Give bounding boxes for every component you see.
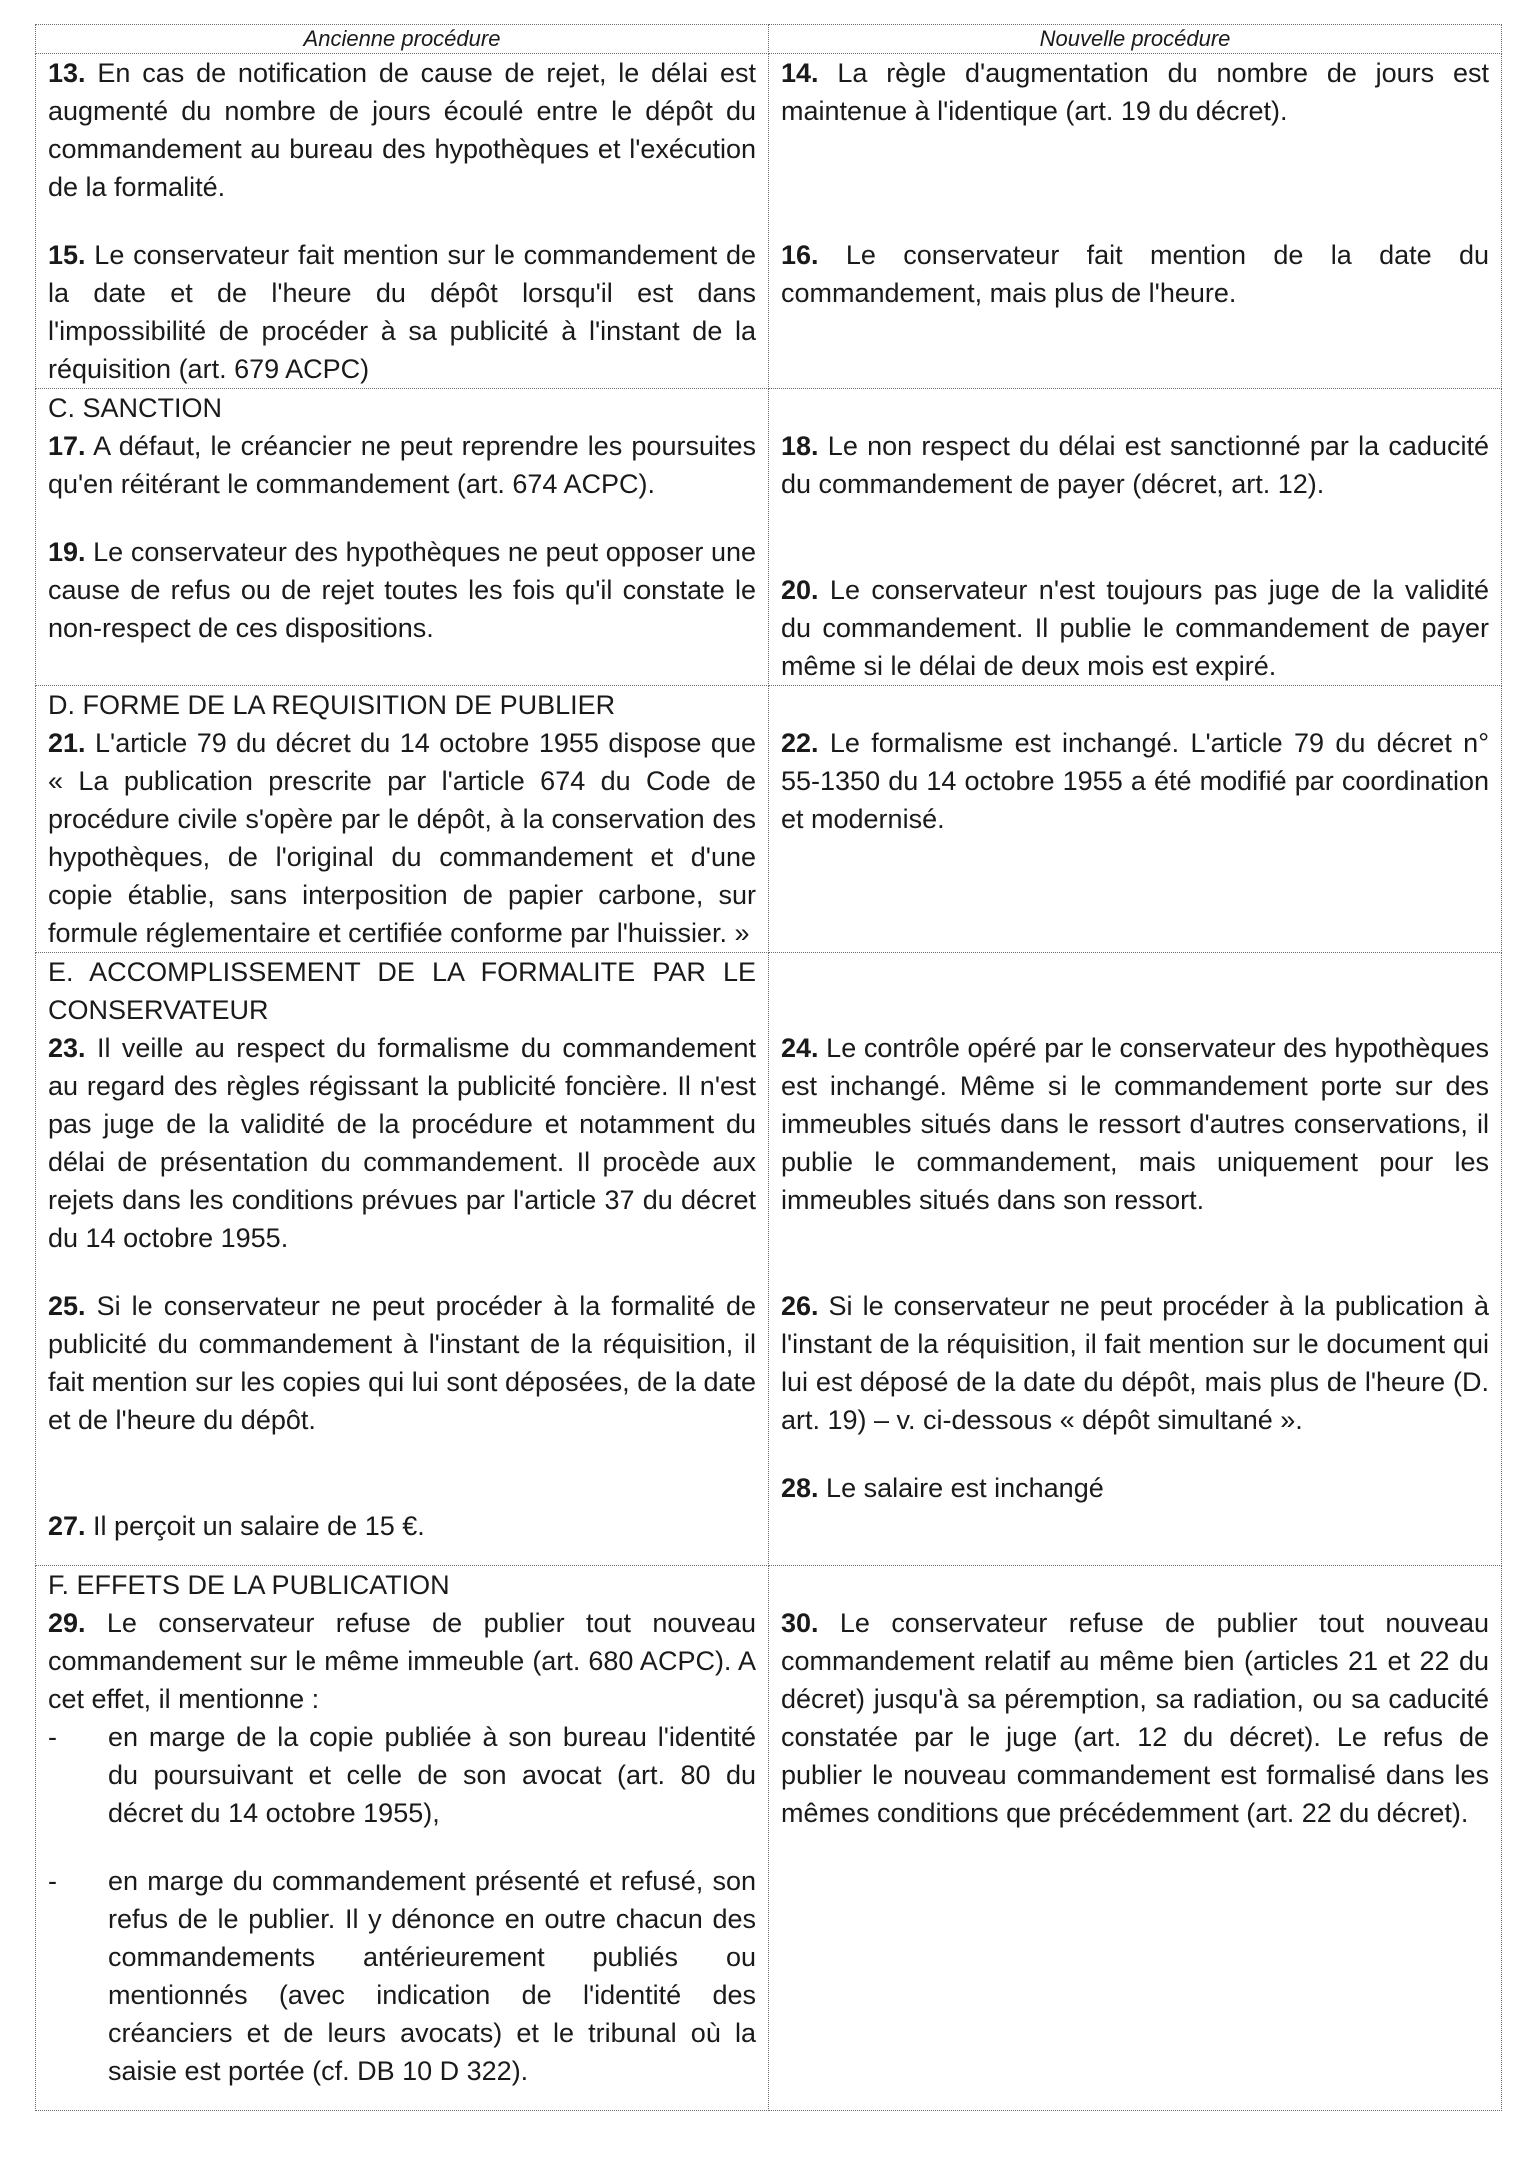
paragraph-text: Le conservateur des hypothèques ne peut opposer une cause de refus ou de rejet toutes les fois qu'il constate le non-respect de ces dispositions.: [48, 537, 756, 643]
paragraph-22: [781, 724, 1489, 838]
paragraph-number: 26.: [781, 1291, 819, 1321]
cell-nouvelle: [769, 389, 1502, 686]
cell-nouvelle: [769, 953, 1502, 1566]
paragraph-number: 13.: [48, 58, 86, 88]
paragraph-text: Le contrôle opéré par le conservateur des hypothèques est inchangé. Même si le commandement porte sur des immeubles situés dans le ressort d'autres conservations, il publie le commandement, mais uniquement pour les immeubles situés dans son ressort.: [781, 1033, 1489, 1215]
paragraph-number: 16.: [781, 240, 819, 270]
paragraph-number: 14.: [781, 58, 819, 88]
cell-nouvelle: [769, 686, 1502, 953]
paragraph-text: L'article 79 du décret du 14 octobre 1955 dispose que « La publication prescrite par l'article 674 du Code de procédure civile s'opère par le dépôt, à la conservation des hypothèques, de l'original du commandement et d'une copie établie, sans interposition de papier carbone, sur formule réglementaire et certifiée conforme par l'huissier. »: [48, 728, 756, 948]
paragraph-number: 28.: [781, 1473, 819, 1503]
section-title-forme: D. FORME DE LA REQUISITION DE PUBLIER: [48, 690, 616, 720]
paragraph-number: 27.: [48, 1511, 86, 1541]
paragraph-text: Le conservateur fait mention de la date du commandement, mais plus de l'heure.: [781, 240, 1489, 308]
section-title-effets: F. EFFETS DE LA PUBLICATION: [48, 1570, 450, 1600]
paragraph-text: Le conservateur n'est toujours pas juge de la validité du commandement. Il publie le commandement de payer même si le délai de deux mois est expiré.: [781, 575, 1489, 681]
list-item-text: en marge du commandement présenté et refusé, son refus de le publier. Il y dénonce en outre chacun des commandements antérieurement publiés ou mentionnés (avec indication de l'identité des créanciers et de leurs avocats) et le tribunal où la saisie est portée (cf. DB 10 D 322).: [108, 1866, 756, 2086]
paragraph-number: 24.: [781, 1033, 819, 1063]
paragraph-text: Le conservateur refuse de publier tout nouveau commandement relatif au même bien (articles 21 et 22 du décret) jusqu'à sa péremption, sa radiation, ou sa caducité constatée par le juge (art. 12 du décret). Le refus de publier le nouveau commandement est formalisé dans les mêmes conditions que précédemment (art. 22 du décret).: [781, 1608, 1489, 1828]
paragraph-28: [781, 1469, 1489, 1507]
paragraph-19: [48, 533, 756, 647]
cell-ancienne: [36, 686, 769, 953]
paragraph-20: [781, 571, 1489, 685]
paragraph-text: Le non respect du délai est sanctionné par la caducité du commandement de payer (décret, art. 12).: [781, 431, 1489, 499]
table-row: [36, 953, 1502, 1566]
paragraph-number: 21.: [48, 728, 86, 758]
cell-ancienne: [36, 389, 769, 686]
paragraph-number: 30.: [781, 1608, 819, 1638]
paragraph-text: Le conservateur fait mention sur le commandement de la date et de l'heure du dépôt lorsqu'il est dans l'impossibilité de procéder à sa publicité à l'instant de la réquisition (art. 679 ACPC): [48, 240, 756, 384]
paragraph-text: Il perçoit un salaire de 15 €.: [85, 1511, 425, 1541]
list-item-text: en marge de la copie publiée à son bureau l'identité du poursuivant et celle de son avocat (art. 80 du décret du 14 octobre 1955),: [108, 1722, 756, 1828]
table-row: [36, 1566, 1502, 2111]
paragraph-number: 19.: [48, 537, 86, 567]
paragraph-23: [48, 1029, 756, 1257]
paragraph-13: [48, 54, 756, 206]
paragraph-number: 20.: [781, 575, 819, 605]
paragraph-number: 17.: [48, 431, 86, 461]
list-item: [48, 1718, 756, 1832]
cell-nouvelle: [769, 1566, 1502, 2111]
table-row: [36, 389, 1502, 686]
paragraph-text: Si le conservateur ne peut procéder à la formalité de publicité du commandement à l'instant de la réquisition, il fait mention sur les copies qui lui sont déposées, de la date et de l'heure du dépôt.: [48, 1291, 756, 1435]
paragraph-15: [48, 236, 756, 388]
paragraph-number: 22.: [781, 728, 819, 758]
cell-nouvelle: [769, 54, 1502, 389]
paragraph-25: [48, 1287, 756, 1439]
paragraph-14: [781, 54, 1489, 130]
paragraph-27: [48, 1507, 756, 1545]
section-title-sanction: C. SANCTION: [48, 393, 223, 423]
paragraph-17: [48, 427, 756, 503]
paragraph-24: [781, 1029, 1489, 1219]
list-dash: -: [48, 1722, 57, 1752]
paragraph-18: [781, 427, 1489, 503]
paragraph-21: [48, 724, 756, 952]
paragraph-text: Le salaire est inchangé: [818, 1473, 1104, 1503]
cell-ancienne: [36, 54, 769, 389]
table-header-row: [36, 25, 1502, 54]
section-title-accomplissement: E. ACCOMPLISSEMENT DE LA FORMALITE PAR LE CONSERVATEUR: [48, 957, 756, 1025]
paragraph-text: En cas de notification de cause de rejet, le délai est augmenté du nombre de jours écoulé entre le dépôt du commandement au bureau des hypothèques et l'exécution de la formalité.: [48, 58, 756, 202]
paragraph-text: Le conservateur refuse de publier tout nouveau commandement sur le même immeuble (art. 680 ACPC). A cet effet, il mentionne :: [48, 1608, 756, 1714]
header-ancienne-procedure: Ancienne procédure: [36, 25, 769, 54]
paragraph-30: [781, 1604, 1489, 1832]
table-row: [36, 54, 1502, 389]
paragraph-text: La règle d'augmentation du nombre de jours est maintenue à l'identique (art. 19 du décret).: [781, 58, 1489, 126]
cell-ancienne: [36, 1566, 769, 2111]
paragraph-text: A défaut, le créancier ne peut reprendre les poursuites qu'en réitérant le commandement (art. 674 ACPC).: [48, 431, 756, 499]
cell-ancienne: [36, 953, 769, 1566]
paragraph-text: Il veille au respect du formalisme du commandement au regard des règles régissant la publicité foncière. Il n'est pas juge de la validité de la procédure et notamment du délai de présentation du commandement. Il procède aux rejets dans les conditions prévues par l'article 37 du décret du 14 octobre 1955.: [48, 1033, 756, 1253]
list-dash: -: [48, 1866, 57, 1896]
paragraph-16: [781, 236, 1489, 312]
table-row: [36, 686, 1502, 953]
list-item: [48, 1862, 756, 2090]
paragraph-number: 29.: [48, 1608, 86, 1638]
paragraph-text: Le formalisme est inchangé. L'article 79 du décret n° 55-1350 du 14 octobre 1955 a été modifié par coordination et modernisé.: [781, 728, 1489, 834]
paragraph-29: [48, 1604, 756, 1718]
header-nouvelle-procedure: Nouvelle procédure: [769, 25, 1502, 54]
paragraph-number: 15.: [48, 240, 86, 270]
paragraph-number: 18.: [781, 431, 819, 461]
paragraph-number: 25.: [48, 1291, 86, 1321]
paragraph-text: Si le conservateur ne peut procéder à la publication à l'instant de la réquisition, il fait mention sur le document qui lui est déposé de la date du dépôt, mais plus de l'heure (D. art. 19) – v. ci-dessous « dépôt simultané ».: [781, 1291, 1489, 1435]
paragraph-26: [781, 1287, 1489, 1439]
procedure-comparison-table: [35, 24, 1502, 2111]
paragraph-number: 23.: [48, 1033, 86, 1063]
